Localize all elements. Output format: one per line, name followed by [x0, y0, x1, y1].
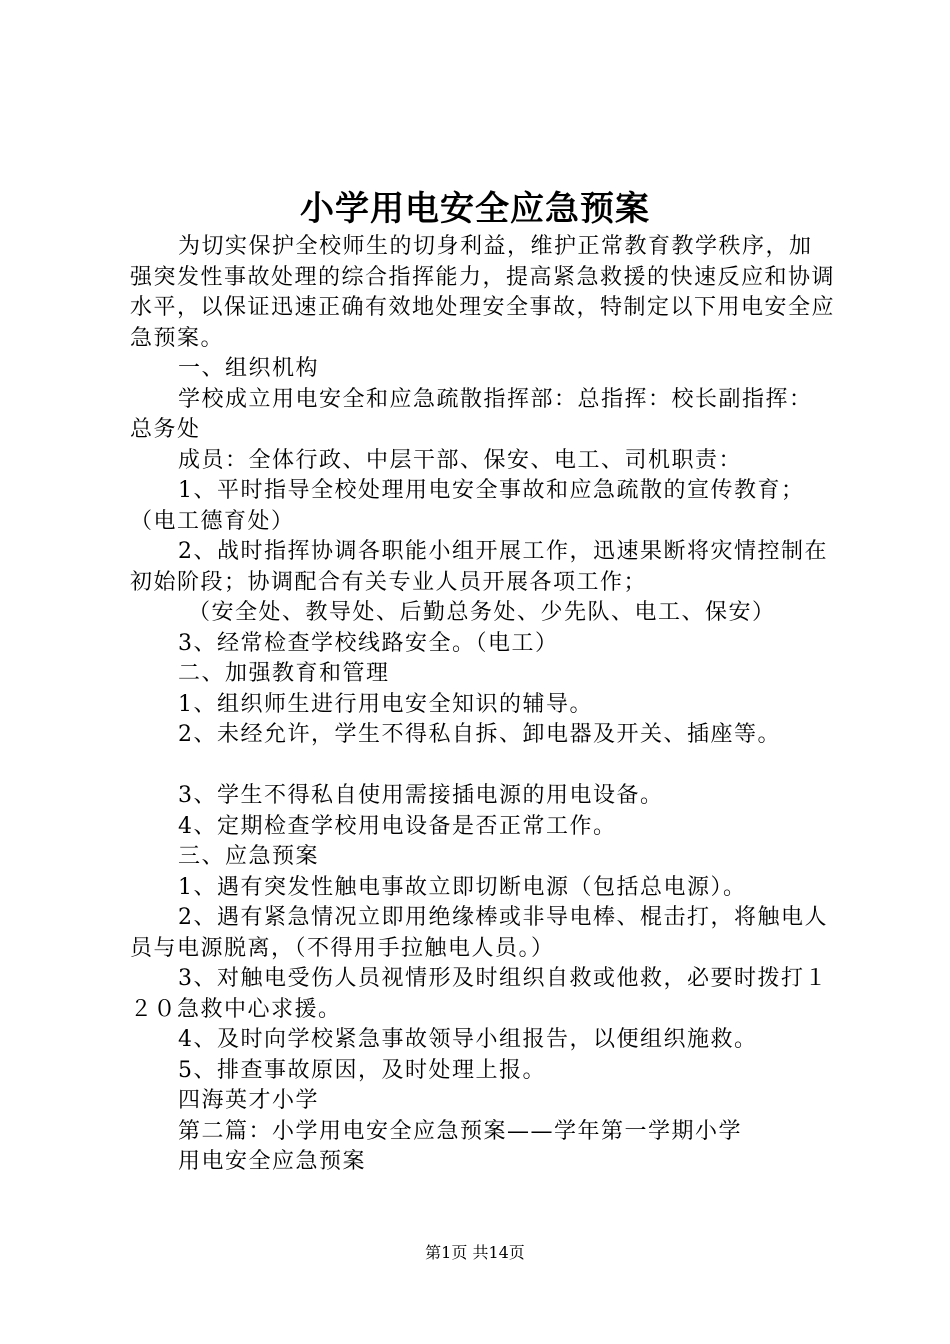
list-item: 2、遇有紧急情况立即用绝缘棒或非导电棒、棍击打，将触电人员与电源脱离，（不得用手拉触电人员。） [130, 905, 828, 961]
blank-line [130, 751, 835, 782]
list-item: 1、平时指导全校处理用电安全事故和应急疏散的宣传教育；（电工德育处） [130, 478, 805, 534]
list-item: 3、对触电受伤人员视情形及时组织自救或他救，必要时拨打１２０急救中心求援。 [130, 966, 828, 1022]
paragraph: 第二篇：小学用电安全应急预案——学年第一学期小学 [178, 1118, 743, 1144]
list-item: 1、组织师生进行用电安全知识的辅导。 [178, 691, 593, 717]
page-number: 第1页 共14页 [425, 1243, 525, 1262]
list-item: 5、排查事故原因，及时处理上报。 [178, 1057, 546, 1083]
paragraph: 学校成立用电安全和应急疏散指挥部：总指挥：校长副指挥：总务处 [130, 386, 813, 442]
section-heading-emergency: 三、应急预案 [178, 844, 320, 869]
document-title: 小学用电安全应急预案 [300, 189, 650, 229]
list-item: 4、及时向学校紧急事故领导小组报告，以便组织施救。 [178, 1027, 758, 1052]
list-item: 4、定期检查学校用电设备是否正常工作。 [178, 813, 617, 839]
list-item: 1、遇有突发性触电事故立即切断电源（包括总电源）。 [178, 874, 747, 900]
list-item: 3、学生不得私自使用需接插电源的用电设备。 [178, 783, 664, 808]
paragraph: 成员：全体行政、中层干部、保安、电工、司机职责： [178, 447, 743, 473]
list-item: 2、战时指挥协调各职能小组开展工作，迅速果断将灾情控制在初始阶段；协调配合有关专业人员开展各项工作； [130, 539, 828, 595]
section-heading-education: 二、加强教育和管理 [178, 661, 390, 686]
signature: 四海英才小学 [178, 1088, 320, 1113]
list-item: 3、经常检查学校线路安全。（电工） [178, 630, 559, 656]
document-body [130, 232, 835, 1178]
list-item: 2、未经允许，学生不得私自拆、卸电器及开关、插座等。 [178, 722, 781, 747]
paragraph: 用电安全应急预案 [178, 1149, 367, 1174]
paragraph: （安全处、教导处、后勤总务处、少先队、电工、保安） [188, 600, 776, 625]
intro-paragraph: 为切实保护全校师生的切身利益，维护正常教育教学秩序，加强突发性事故处理的综合指挥能力，提高紧急救援的快速反应和协调水平，以保证迅速正确有效地处理安全事故，特制定以下用电安全应急预案。 [130, 234, 836, 351]
section-heading-organization: 一、组织机构 [178, 356, 320, 381]
